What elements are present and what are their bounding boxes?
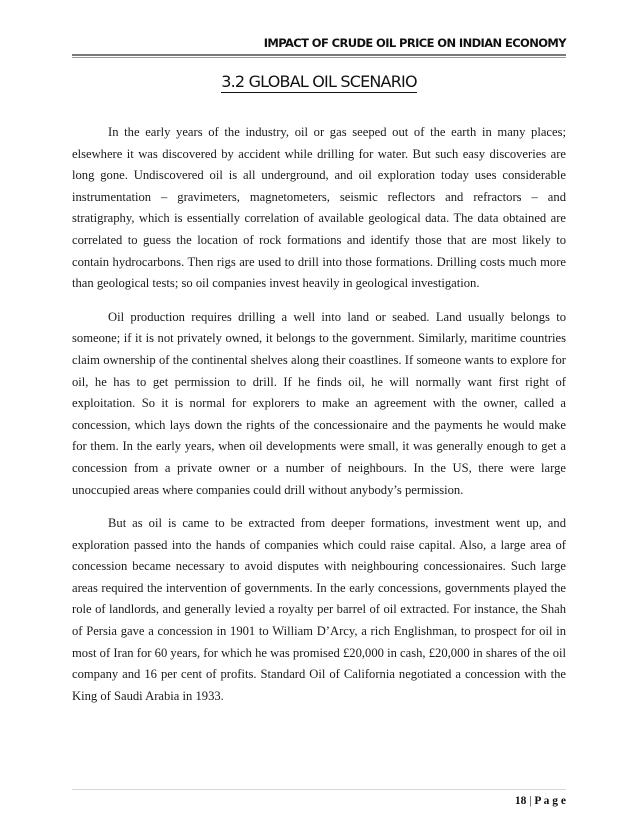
page-number: 18	[514, 795, 527, 807]
section-title	[72, 72, 566, 91]
section-title-text: 3.2 GLOBAL OIL SCENARIO	[221, 72, 417, 91]
paragraph: In the early years of the industry, oil or gas seeped out of the earth in many places; elsewhere it was discovered by accident while drilling for water. But such easy discoveries are long gone. Undiscovered oil is all underground, and oil exploration today uses considerable instrumentation – gravimeters, magnetometers, seismic reflectors and refractors – and stratigraphy, which is essentially correlation of available geological data. The data obtained are correlated to guess the location of rock formations and identify those that are most likely to contain hydrocarbons. Then rigs are used to drill into those formations. Drilling costs much more than geological tests; so oil companies invest heavily in geological investigation.	[72, 125, 566, 291]
body-text	[72, 122, 566, 719]
header-rule	[72, 54, 566, 58]
page-number-separator: |	[529, 795, 532, 807]
footer-rule	[72, 789, 566, 790]
page-number-footer	[72, 795, 566, 807]
page-label: P a g e	[534, 795, 566, 807]
running-header: IMPACT OF CRUDE OIL PRICE ON INDIAN ECONOMY	[263, 36, 566, 50]
paragraph: But as oil is came to be extracted from deeper formations, investment went up, and exploration passed into the hands of companies which could raise capital. Also, a large area of concession became necessary to avoid disputes with neighbouring concessionaires. Such large areas required the intervention of governments. In the early concessions, governments played the role of landlords, and generally levied a royalty per barrel of oil extracted. For instance, the Shah of Persia gave a concession in 1901 to William D’Arcy, a rich Englishman, to prospect for oil in most of Iran for 60 years, for which he was promised £20,000 in cash, £20,000 in shares of the oil company and 16 per cent of profits. Standard Oil of California negotiated a concession with the King of Saudi Arabia in 1933.	[72, 516, 566, 703]
paragraph: Oil production requires drilling a well into land or seabed. Land usually belongs to someone; if it is not privately owned, it belongs to the government. Similarly, maritime countries claim ownership of the continental shelves along their coastlines. If someone wants to explore for oil, he has to get permission to drill. If he finds oil, he will normally want first right of exploitation. So it is normal for explorers to make an agreement with the owner, called a concession, which lays down the rights of the concessionaire and the payments he would make for them. In the early years, when oil developments were small, it was generally enough to get a concession from a private owner or a number of neighbours. In the US, there were large unoccupied areas where companies could drill without anybody’s permission.	[72, 309, 566, 497]
